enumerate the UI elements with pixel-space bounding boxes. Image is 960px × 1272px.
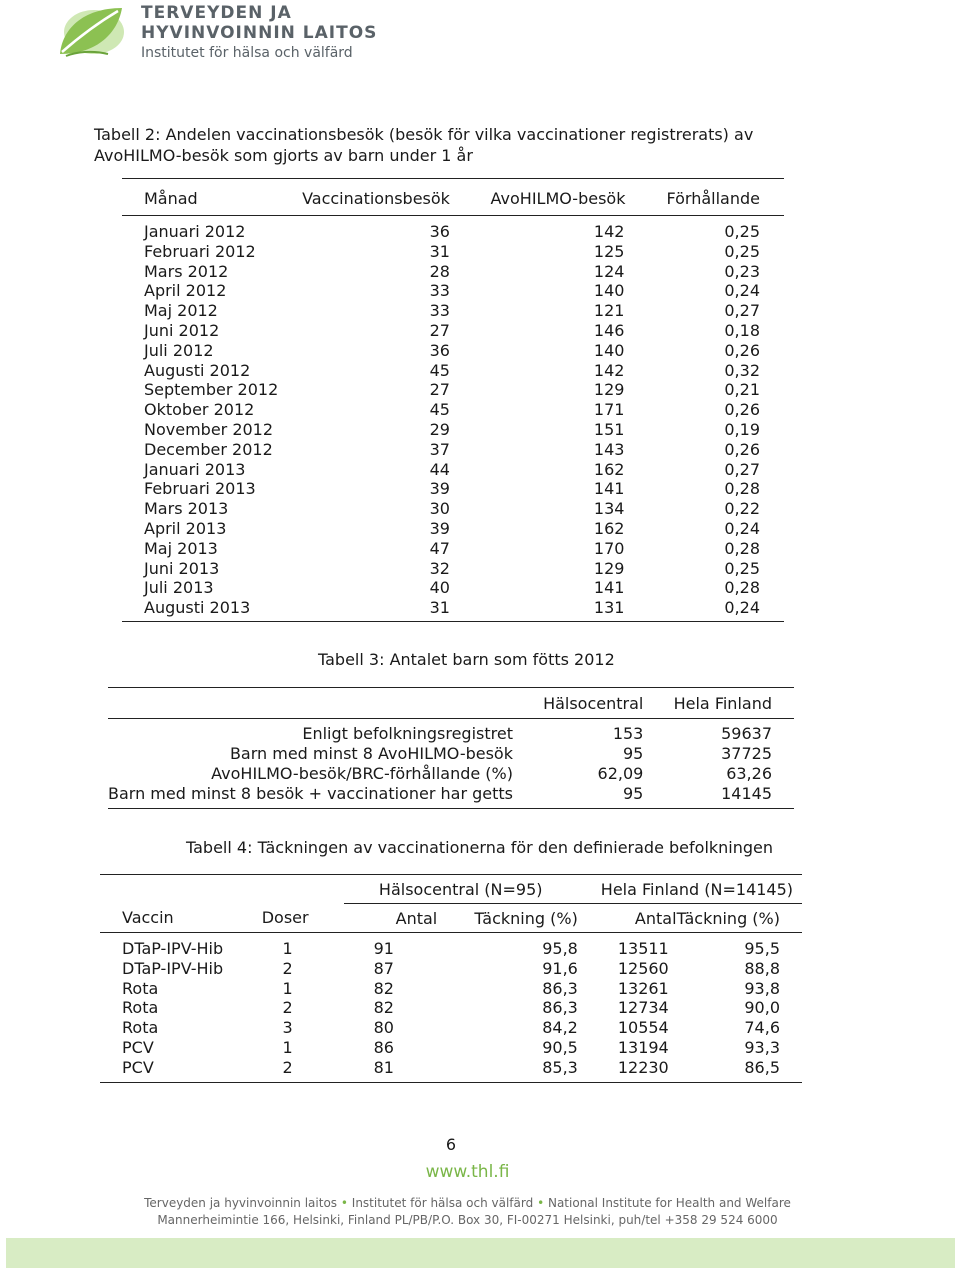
table2-row-cell: 0,28 — [724, 538, 760, 558]
table3-header-row — [108, 688, 794, 719]
table2-row-cell: Februari 2012 — [144, 241, 256, 261]
table2-header-row — [122, 179, 784, 216]
footer-org-fi: Terveyden ja hyvinvoinnin laitos — [144, 1196, 338, 1210]
table2-row-cell: 141 — [593, 479, 625, 499]
table2-row-cell: 0,18 — [724, 320, 760, 340]
table2-row-cell: 39 — [429, 518, 450, 538]
table4-row-cell: 2 — [282, 958, 293, 978]
table4-row-cell: 2 — [282, 998, 293, 1018]
table3-row — [108, 764, 794, 784]
table4-header-cell: Vaccin — [100, 904, 244, 933]
table3-row-cell: AvoHILMO-besök/BRC-förhållande (%) — [211, 764, 513, 783]
table3-header-cell: Hela Finland — [643, 688, 794, 719]
table4-row-cell: 93,3 — [744, 1037, 780, 1057]
table2-row-cell: 0,25 — [724, 241, 760, 261]
table2-row-cell: 142 — [593, 222, 625, 241]
table2-row-cell: 0,25 — [724, 222, 760, 241]
table4-row-cell: 82 — [373, 998, 394, 1018]
table2-row — [122, 262, 784, 282]
table4-row-cell: 74,6 — [744, 1018, 780, 1038]
table2-row — [122, 242, 784, 262]
table2-row-cell: 28 — [429, 261, 450, 281]
table3-row — [108, 784, 794, 809]
table4-row-cell: 82 — [373, 978, 394, 998]
table4-row-cell: 90,0 — [744, 998, 780, 1018]
table3-row-cell: Enligt befolkningsregistret — [302, 724, 513, 743]
table4-row-cell: 3 — [282, 1018, 293, 1038]
table2-row-cell: Januari 2013 — [144, 459, 246, 479]
table2-row-cell: Maj 2012 — [144, 301, 218, 321]
table2-caption: Tabell 2: Andelen vaccinationsbesök (besök för vilka vaccinationer registrerats) av AvoHILMO-besök som gjorts av barn under 1 år — [94, 125, 754, 165]
table4-header-cell: Täckning (%) — [677, 904, 802, 933]
table2-row-cell: 33 — [429, 301, 450, 321]
bullet-icon: • — [340, 1196, 348, 1210]
footer-org-en: National Institute for Health and Welfare — [547, 1196, 791, 1210]
table2-row — [122, 301, 784, 321]
table4-row-cell: PCV — [122, 1037, 154, 1057]
table4-row-cell: 13511 — [617, 939, 669, 958]
table4-row-cell: 95,8 — [542, 939, 578, 958]
table4-row — [100, 1018, 802, 1038]
table4-row-cell: 86,5 — [744, 1057, 780, 1077]
table4-row-cell: 86,3 — [542, 978, 578, 998]
table4-header-cell: Antal — [344, 904, 438, 933]
table3 — [108, 687, 794, 809]
table4-row-cell: 1 — [282, 978, 293, 998]
table2-row — [122, 400, 784, 420]
table2-row-cell: September 2012 — [144, 380, 279, 400]
table2-row-cell: 36 — [429, 340, 450, 360]
table2-row-cell: 124 — [593, 261, 625, 281]
table3-row — [108, 744, 794, 764]
table2-row-cell: 27 — [429, 320, 450, 340]
table4-caption: Tabell 4: Täckningen av vaccinationerna för den definierade befolkningen — [186, 838, 774, 857]
table4-header-row — [100, 904, 802, 933]
table2-row-cell: Augusti 2013 — [144, 598, 251, 618]
table2-row-cell: 40 — [429, 578, 450, 598]
table4-row-cell: 86 — [373, 1037, 394, 1057]
table3-row-cell: 37725 — [721, 744, 772, 763]
table2-header-cell: Förhållande — [625, 179, 784, 216]
table2-row-cell: 0,28 — [724, 479, 760, 499]
table2-row-cell: 162 — [593, 459, 625, 479]
table3-row — [108, 719, 794, 745]
table2-header-cell: AvoHILMO-besök — [450, 179, 626, 216]
table2-row-cell: 27 — [429, 380, 450, 400]
table2-row-cell: 0,27 — [724, 301, 760, 321]
table2-row — [122, 598, 784, 621]
table4-row-cell: 95,5 — [744, 939, 780, 958]
table3-row-cell: Barn med minst 8 besök + vaccinationer har getts — [108, 784, 513, 803]
table4-row-cell: 1 — [282, 939, 293, 958]
table4-row — [100, 933, 802, 959]
table2-row-cell: 0,27 — [724, 459, 760, 479]
table2-row-cell: 0,23 — [724, 261, 760, 281]
table2-row — [122, 420, 784, 440]
table2-row-cell: 121 — [593, 301, 625, 321]
table4-header-cell: Antal — [578, 904, 677, 933]
table2-row-cell: 0,32 — [724, 360, 760, 380]
table4-group-header-row — [100, 875, 802, 904]
table3-row-cell: 95 — [623, 744, 644, 763]
website-link[interactable]: www.thl.fi — [425, 1162, 510, 1182]
table4-row-cell: 81 — [373, 1057, 394, 1077]
brand-name-line2: HYVINVOINNIN LAITOS — [141, 23, 378, 43]
table2-row-cell: Mars 2013 — [144, 499, 229, 519]
table2-row-cell: 170 — [593, 538, 625, 558]
table2-row-cell: 0,24 — [724, 598, 760, 618]
table2-row-cell: 37 — [429, 439, 450, 459]
table2-row-cell: Mars 2012 — [144, 261, 229, 281]
table2-row-cell: 0,24 — [724, 518, 760, 538]
table2-row — [122, 460, 784, 480]
table2-row-cell: 0,21 — [724, 380, 760, 400]
table4-row — [100, 959, 802, 979]
table2-row-cell: 0,26 — [724, 340, 760, 360]
page-number: 6 — [445, 1135, 457, 1154]
table2-row-cell: 30 — [429, 499, 450, 519]
table2-row-cell: 162 — [593, 518, 625, 538]
table2-row-cell: 39 — [429, 479, 450, 499]
table4-row-cell: 90,5 — [542, 1037, 578, 1057]
table2-row-cell: 0,24 — [724, 281, 760, 301]
table4-row-cell: 12230 — [617, 1057, 669, 1077]
table2-row-cell: Juni 2013 — [144, 558, 220, 578]
table2-row-cell: November 2012 — [144, 419, 274, 439]
table4-row-cell: PCV — [122, 1057, 154, 1077]
table3-caption: Tabell 3: Antalet barn som fötts 2012 — [318, 650, 615, 669]
table2-row — [122, 519, 784, 539]
table2-row — [122, 578, 784, 598]
table4-row-cell: 91 — [373, 939, 394, 958]
brand-name-line3: Institutet för hälsa och välfärd — [141, 45, 353, 61]
table4-row-cell: 13194 — [617, 1037, 669, 1057]
table2-row-cell: 129 — [593, 558, 625, 578]
table2-row-cell: 33 — [429, 281, 450, 301]
footer-org-sv: Institutet för hälsa och välfärd — [351, 1196, 534, 1210]
table2-row-cell: 141 — [593, 578, 625, 598]
table2-row-cell: April 2013 — [144, 518, 227, 538]
table2-row-cell: 0,22 — [724, 499, 760, 519]
table2-row — [122, 479, 784, 499]
table4-row-cell: 2 — [282, 1057, 293, 1077]
table2-row-cell: 45 — [429, 400, 450, 420]
table2-row-cell: Juli 2013 — [144, 578, 214, 598]
table4-row-cell: 84,2 — [542, 1018, 578, 1038]
table3-row-cell: Barn med minst 8 AvoHILMO-besök — [229, 744, 513, 763]
table4-group-header: Hela Finland (N=14145) — [578, 875, 802, 904]
table2-row-cell: Maj 2013 — [144, 538, 218, 558]
table2-row — [122, 499, 784, 519]
table2-row-cell: 0,28 — [724, 578, 760, 598]
table2-row-cell: 129 — [593, 380, 625, 400]
footer-address-line: Mannerheimintie 166, Helsinki, Finland PL/PB/P.O. Box 30, FI-00271 Helsinki, puh/tel +358 29 524 6000 — [157, 1213, 778, 1227]
table2-row-cell: April 2012 — [144, 281, 227, 301]
table2-row-cell: 0,26 — [724, 439, 760, 459]
table2-row-cell: 0,26 — [724, 400, 760, 420]
table2-row-cell: 44 — [429, 459, 450, 479]
table4-row-cell: Rota — [122, 978, 159, 998]
table3-row-cell: 95 — [623, 784, 644, 803]
bullet-icon: • — [537, 1196, 545, 1210]
table2-row-cell: December 2012 — [144, 439, 273, 459]
table4-row-cell: 80 — [373, 1018, 394, 1038]
table2-row-cell: 0,19 — [724, 419, 760, 439]
table2-row-cell: 171 — [593, 400, 625, 420]
footer-color-band — [6, 1238, 955, 1268]
thl-leaf-logo-icon — [52, 2, 130, 64]
table2-row — [122, 281, 784, 301]
table4-row-cell: 1 — [282, 1037, 293, 1057]
table2-row — [122, 321, 784, 341]
table2-row-cell: Augusti 2012 — [144, 360, 251, 380]
table2-row-cell: 36 — [429, 222, 450, 241]
table4-row-cell: 12560 — [617, 958, 669, 978]
table4-row — [100, 979, 802, 999]
table2-row-cell: 140 — [593, 340, 625, 360]
table2 — [122, 178, 784, 622]
table4-row-cell: 91,6 — [542, 958, 578, 978]
table4-row-cell: 87 — [373, 958, 394, 978]
table2-row-cell: 32 — [429, 558, 450, 578]
table2-row — [122, 559, 784, 579]
table2-row-cell: 131 — [593, 598, 625, 618]
table4-row-cell: 88,8 — [744, 958, 780, 978]
table3-row-cell: 63,26 — [726, 764, 772, 783]
table4-row — [100, 1038, 802, 1058]
table2-row — [122, 440, 784, 460]
table2-row — [122, 216, 784, 242]
table2-row-cell: 31 — [429, 598, 450, 618]
table4-row-cell: Rota — [122, 998, 159, 1018]
table4-row-cell: 93,8 — [744, 978, 780, 998]
table3-header-cell: Hälsocentral — [515, 688, 643, 719]
table2-row-cell: Februari 2013 — [144, 479, 256, 499]
table2-row-cell: Januari 2012 — [144, 222, 246, 241]
table4-row-cell: 13261 — [617, 978, 669, 998]
brand-name-line1: TERVEYDEN JA — [141, 3, 292, 23]
table4-header-cell: Täckning (%) — [437, 904, 578, 933]
table4-row-cell: 85,3 — [542, 1057, 578, 1077]
table4-header-cell: Doser — [244, 904, 343, 933]
table2-row-cell: Juni 2012 — [144, 320, 220, 340]
table2-row-cell: 143 — [593, 439, 625, 459]
table2-row — [122, 341, 784, 361]
table4-row-cell: Rota — [122, 1018, 159, 1038]
table2-row-cell: 31 — [429, 241, 450, 261]
table2-header-cell: Månad — [122, 179, 278, 216]
table4-row-cell: 86,3 — [542, 998, 578, 1018]
table4-row-cell: 12734 — [617, 998, 669, 1018]
table2-row-cell: 146 — [593, 320, 625, 340]
table2-row-cell: 45 — [429, 360, 450, 380]
table2-row-cell: Oktober 2012 — [144, 400, 255, 420]
table4 — [100, 874, 802, 1083]
table2-row-cell: 140 — [593, 281, 625, 301]
table2-row-cell: Juli 2012 — [144, 340, 214, 360]
table3-row-cell: 59637 — [721, 724, 772, 743]
table2-row-cell: 0,25 — [724, 558, 760, 578]
table2-header-cell: Vaccinationsbesök — [278, 179, 450, 216]
table2-row — [122, 539, 784, 559]
table4-row-cell: 10554 — [617, 1018, 669, 1038]
table2-row-cell: 142 — [593, 360, 625, 380]
table2-row-cell: 151 — [593, 419, 625, 439]
table2-row — [122, 380, 784, 400]
table4-row-cell: DTaP-IPV-Hib — [122, 958, 224, 978]
table4-group-header: Hälsocentral (N=95) — [344, 875, 578, 904]
table4-row-cell: DTaP-IPV-Hib — [122, 939, 224, 958]
table4-row — [100, 998, 802, 1018]
table3-row-cell: 14145 — [721, 784, 772, 803]
footer-organization-line — [0, 1196, 935, 1210]
table3-header-cell — [108, 688, 515, 719]
table2-row-cell: 125 — [593, 241, 625, 261]
table2-row-cell: 29 — [429, 419, 450, 439]
table2-row-cell: 134 — [593, 499, 625, 519]
table3-row-cell: 153 — [612, 724, 644, 743]
table4-row — [100, 1058, 802, 1082]
table3-row-cell: 62,09 — [597, 764, 644, 783]
table2-row-cell: 47 — [429, 538, 450, 558]
table2-row — [122, 361, 784, 381]
